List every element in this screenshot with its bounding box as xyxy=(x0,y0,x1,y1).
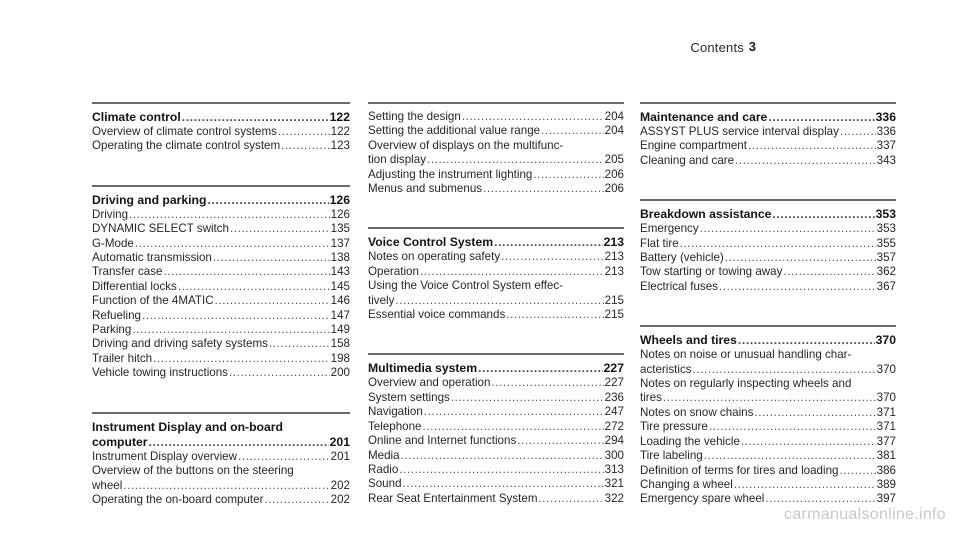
entry-label: wheel xyxy=(92,478,123,492)
dot-leader xyxy=(735,154,876,168)
dot-leader xyxy=(399,463,603,477)
entry-label: System settings xyxy=(368,390,450,404)
entry-label: Driving xyxy=(92,207,129,221)
entry-page: 206 xyxy=(604,182,624,196)
dot-leader xyxy=(395,294,603,308)
dot-leader xyxy=(281,139,330,153)
toc-entry[interactable] xyxy=(92,265,350,279)
dot-leader xyxy=(517,434,603,448)
section-title-row[interactable] xyxy=(640,333,896,348)
entry-label: Navigation xyxy=(368,405,423,419)
toc-entry[interactable] xyxy=(368,124,624,138)
toc-section xyxy=(368,353,624,506)
section-page: 201 xyxy=(329,434,350,449)
dot-leader xyxy=(215,294,330,308)
toc-entry[interactable] xyxy=(368,294,624,308)
entry-page: 370 xyxy=(876,362,896,376)
toc-entry[interactable] xyxy=(640,420,896,434)
entry-label: Emergency spare wheel xyxy=(640,492,765,506)
toc-section xyxy=(640,325,896,506)
dot-leader xyxy=(129,208,330,222)
entry-label: tion display xyxy=(368,153,427,167)
watermark: carmanualsonline.info xyxy=(784,506,946,523)
toc-entry[interactable] xyxy=(640,222,896,236)
toc-section xyxy=(92,412,350,508)
toc-entry[interactable] xyxy=(368,182,624,196)
entry-page: 149 xyxy=(330,323,350,337)
toc-entry[interactable] xyxy=(640,435,896,449)
section-title: Breakdown assistance xyxy=(640,207,772,222)
dot-leader xyxy=(420,265,604,279)
entry-page: 213 xyxy=(604,250,624,264)
toc-entry[interactable] xyxy=(92,208,350,222)
section-title: Climate control xyxy=(92,110,181,124)
entry-label: Overview and operation xyxy=(368,376,491,390)
entry-label: Tow starting or towing away xyxy=(640,265,783,279)
dot-leader xyxy=(149,435,329,450)
section-title-line: Instrument Display and on-board xyxy=(92,419,283,434)
toc-entry[interactable] xyxy=(368,308,624,322)
section-page: 227 xyxy=(603,361,624,376)
entry-label: Battery (vehicle) xyxy=(640,251,724,265)
entry-label: Operating the on-board computer xyxy=(92,492,264,506)
dot-leader xyxy=(725,251,876,265)
dot-leader xyxy=(207,193,328,208)
entry-page: 145 xyxy=(330,279,350,293)
toc-entry[interactable] xyxy=(92,294,350,308)
entry-page: 143 xyxy=(330,265,350,279)
section-page: 122 xyxy=(329,110,350,124)
dot-leader xyxy=(748,139,876,153)
entry-page: 272 xyxy=(604,419,624,433)
entry-page: 200 xyxy=(330,366,350,380)
toc-entry[interactable] xyxy=(640,237,896,251)
dot-leader xyxy=(700,222,876,236)
entry-label-line: Notes on noise or unusual handling char- xyxy=(640,348,852,362)
dot-leader xyxy=(142,309,330,323)
toc-entry[interactable] xyxy=(640,251,896,265)
toc-entry[interactable] xyxy=(92,450,350,464)
entry-label: Sound xyxy=(368,477,402,491)
entry-label: tires xyxy=(640,391,662,405)
entry-page: 205 xyxy=(604,153,624,167)
toc-entry[interactable] xyxy=(640,449,896,463)
entry-page: 337 xyxy=(876,139,896,153)
toc-section xyxy=(92,185,350,381)
toc-entry[interactable] xyxy=(368,492,624,506)
toc-column-2 xyxy=(368,102,624,537)
section-title: computer xyxy=(92,434,148,449)
toc-entry[interactable] xyxy=(92,280,350,294)
entry-page: 370 xyxy=(876,391,896,405)
toc-entry[interactable] xyxy=(640,406,896,420)
entry-label: Vehicle towing instructions xyxy=(92,366,228,380)
entry-label-line: Overview of displays on the multifunc- xyxy=(368,138,564,152)
entry-label: Transfer case xyxy=(92,265,163,279)
entry-page: 236 xyxy=(604,390,624,404)
entry-label: Loading the vehicle xyxy=(640,434,740,448)
header-title: Contents xyxy=(690,40,744,55)
toc-entry[interactable] xyxy=(640,363,896,377)
entry-label: Setting the additional value range xyxy=(368,124,541,138)
section-page: 336 xyxy=(875,110,896,124)
toc-entry[interactable] xyxy=(92,493,350,507)
entry-page: 126 xyxy=(330,207,350,221)
entry-label: Rear Seat Entertainment System xyxy=(368,491,538,505)
entry-label: Cleaning and care xyxy=(640,153,735,167)
entry-page: 247 xyxy=(604,405,624,419)
toc-section xyxy=(368,227,624,322)
dot-leader xyxy=(238,450,330,464)
toc-entry[interactable] xyxy=(640,139,896,153)
dot-leader xyxy=(839,464,875,478)
entry-page: 204 xyxy=(604,124,624,138)
dot-leader xyxy=(230,222,330,236)
entry-label: Trailer hitch xyxy=(92,351,153,365)
dot-leader xyxy=(709,420,876,434)
section-title-row[interactable] xyxy=(640,207,896,222)
entry-label: Online and Internet functions xyxy=(368,434,517,448)
dot-leader xyxy=(401,449,604,463)
toc-entry[interactable] xyxy=(368,391,624,405)
entry-page: 377 xyxy=(876,434,896,448)
dot-leader xyxy=(704,449,876,463)
dot-leader xyxy=(768,110,874,125)
entry-page: 367 xyxy=(876,279,896,293)
toc-entry[interactable] xyxy=(640,265,896,279)
toc-entry[interactable] xyxy=(368,405,624,419)
entry-label: G-Mode xyxy=(92,236,134,250)
entry-label: Tire pressure xyxy=(640,420,708,434)
entry-page: 138 xyxy=(330,251,350,265)
dot-leader xyxy=(783,265,875,279)
entry-label: Automatic transmission xyxy=(92,251,212,265)
toc-entry[interactable] xyxy=(640,154,896,168)
section-title-row[interactable] xyxy=(92,435,350,450)
entry-label: Definition of terms for tires and loading xyxy=(640,463,839,477)
dot-leader xyxy=(427,153,604,167)
entry-label: Adjusting the instrument lighting xyxy=(368,167,533,181)
entry-label: Notes on snow chains xyxy=(640,405,754,419)
dot-leader xyxy=(462,110,604,124)
toc-entry[interactable] xyxy=(92,323,350,337)
section-page: 353 xyxy=(875,207,896,222)
dot-leader xyxy=(491,376,603,390)
dot-leader xyxy=(178,280,330,294)
toc-entry[interactable] xyxy=(368,477,624,491)
entry-page: 202 xyxy=(330,478,350,492)
dot-leader xyxy=(840,125,876,139)
entry-page: 362 xyxy=(876,265,896,279)
dot-leader xyxy=(264,493,329,507)
toc-entry[interactable] xyxy=(92,337,350,351)
entry-page: 123 xyxy=(330,139,350,153)
toc-entry[interactable] xyxy=(92,251,350,265)
toc-entry[interactable] xyxy=(368,449,624,463)
dot-leader xyxy=(741,435,876,449)
entry-label: Changing a wheel xyxy=(640,477,733,491)
dot-leader xyxy=(182,110,329,125)
dot-leader xyxy=(719,280,876,294)
entry-page: 294 xyxy=(604,434,624,448)
dot-leader xyxy=(153,352,330,366)
dot-leader xyxy=(135,237,330,251)
entry-label: Tire labeling xyxy=(640,449,703,463)
dot-leader xyxy=(424,405,604,419)
toc-entry[interactable] xyxy=(368,420,624,434)
entry-label-line: Notes on regularly inspecting wheels and xyxy=(640,377,852,391)
entry-page: 227 xyxy=(604,376,624,390)
entry-page: 213 xyxy=(604,264,624,278)
entry-label: Driving and driving safety systems xyxy=(92,337,268,351)
toc-entry[interactable] xyxy=(92,366,350,380)
section-page: 126 xyxy=(329,192,350,207)
entry-label: acteristics xyxy=(640,362,692,376)
section-title-row[interactable] xyxy=(640,110,896,125)
dot-leader xyxy=(533,168,603,182)
entry-page: 357 xyxy=(876,251,896,265)
entry-label: Telephone xyxy=(368,419,422,433)
section-title-row[interactable] xyxy=(368,361,624,376)
dot-leader xyxy=(123,479,329,493)
toc-entry[interactable] xyxy=(640,125,896,139)
section-title-row[interactable] xyxy=(92,110,350,125)
entry-page: 135 xyxy=(330,222,350,236)
section-page: 370 xyxy=(875,333,896,348)
entry-page: 343 xyxy=(876,153,896,167)
dot-leader xyxy=(483,182,604,196)
toc-section xyxy=(92,102,350,154)
dot-leader xyxy=(478,361,603,376)
entry-label: Differential locks xyxy=(92,279,177,293)
dot-leader xyxy=(278,125,330,139)
entry-page: 146 xyxy=(330,294,350,308)
toc-entry[interactable] xyxy=(640,280,896,294)
entry-page: 386 xyxy=(876,463,896,477)
toc-entry[interactable] xyxy=(92,237,350,251)
dot-leader xyxy=(132,323,329,337)
entry-label: Refueling xyxy=(92,308,141,322)
section-title: Multimedia system xyxy=(368,361,478,376)
toc-entry[interactable] xyxy=(92,139,350,153)
dot-leader xyxy=(423,420,604,434)
entry-label: Electrical fuses xyxy=(640,279,718,293)
toc-entry[interactable] xyxy=(368,250,624,264)
toc-entry[interactable] xyxy=(368,168,624,182)
dot-leader xyxy=(538,492,603,506)
dot-leader xyxy=(693,363,876,377)
toc-entry[interactable] xyxy=(92,309,350,323)
dot-leader xyxy=(765,492,875,506)
entry-page: 389 xyxy=(876,477,896,491)
dot-leader xyxy=(541,124,604,138)
entry-page: 201 xyxy=(330,449,350,463)
dot-leader xyxy=(269,337,330,351)
entry-page: 137 xyxy=(330,236,350,250)
entry-label: Setting the design xyxy=(368,110,461,123)
toc-entry[interactable] xyxy=(368,376,624,390)
toc-section xyxy=(640,102,896,168)
page-header xyxy=(0,40,960,60)
entry-label: Flat tire xyxy=(640,236,679,250)
entry-label: Parking xyxy=(92,323,132,337)
entry-label: Operating the climate control system xyxy=(92,139,281,153)
entry-label: Emergency xyxy=(640,222,699,236)
entry-page: 313 xyxy=(604,462,624,476)
dot-leader xyxy=(680,237,876,251)
toc-entry[interactable] xyxy=(92,479,350,493)
entry-page: 321 xyxy=(604,477,624,491)
toc-section xyxy=(368,102,624,196)
toc-entry[interactable] xyxy=(92,125,350,139)
entry-page: 353 xyxy=(876,222,896,236)
entry-label: Instrument Display overview xyxy=(92,449,237,463)
entry-label: tively xyxy=(368,293,395,307)
section-page: 213 xyxy=(603,235,624,250)
entry-label: ASSYST PLUS service interval display xyxy=(640,125,839,138)
entry-label: Overview of climate control systems xyxy=(92,125,277,138)
dot-leader xyxy=(772,207,874,222)
entry-label: Essential voice commands xyxy=(368,308,506,322)
section-title-row[interactable] xyxy=(368,235,624,250)
entry-page: 381 xyxy=(876,449,896,463)
entry-page: 215 xyxy=(604,293,624,307)
entry-page: 147 xyxy=(330,308,350,322)
toc-entry[interactable] xyxy=(640,391,896,405)
dot-leader xyxy=(734,478,876,492)
dot-leader xyxy=(506,308,603,322)
entry-page: 355 xyxy=(876,236,896,250)
toc-entry[interactable] xyxy=(368,153,624,167)
dot-leader xyxy=(754,406,875,420)
entry-label: Media xyxy=(368,448,400,462)
toc-entry[interactable] xyxy=(92,352,350,366)
entry-page: 122 xyxy=(330,125,350,138)
entry-label: Engine compartment xyxy=(640,139,747,153)
section-title: Maintenance and care xyxy=(640,110,768,124)
dot-leader xyxy=(229,366,330,380)
dot-leader xyxy=(163,265,329,279)
dot-leader xyxy=(494,235,603,250)
section-title: Driving and parking xyxy=(92,192,207,207)
entry-label: Notes on operating safety xyxy=(368,250,501,264)
dot-leader xyxy=(501,250,604,264)
entry-label-line: Overview of the buttons on the steering xyxy=(92,464,294,478)
header-page-number: 3 xyxy=(748,39,756,54)
dot-leader xyxy=(213,251,330,265)
dot-leader xyxy=(403,477,604,491)
entry-label: Menus and submenus xyxy=(368,182,483,196)
section-title-row[interactable] xyxy=(92,193,350,208)
entry-page: 202 xyxy=(330,492,350,506)
toc-entry[interactable] xyxy=(368,434,624,448)
entry-page: 206 xyxy=(604,167,624,181)
toc-entry[interactable] xyxy=(640,464,896,478)
entry-page: 371 xyxy=(876,405,896,419)
entry-label: Function of the 4MATIC xyxy=(92,294,214,308)
dot-leader xyxy=(738,333,875,348)
entry-label: Operation xyxy=(368,264,419,278)
entry-page: 397 xyxy=(876,492,896,506)
entry-page: 322 xyxy=(604,491,624,505)
toc-column-3 xyxy=(640,102,896,538)
toc-entry[interactable] xyxy=(92,222,350,236)
toc-entry[interactable] xyxy=(368,463,624,477)
toc-entry[interactable] xyxy=(368,265,624,279)
entry-page: 371 xyxy=(876,420,896,434)
toc-entry[interactable] xyxy=(368,110,624,124)
entry-page: 204 xyxy=(604,110,624,123)
entry-page: 158 xyxy=(330,337,350,351)
entry-label: Radio xyxy=(368,462,399,476)
toc-entry[interactable] xyxy=(640,478,896,492)
entry-label: DYNAMIC SELECT switch xyxy=(92,222,230,236)
section-title: Voice Control System xyxy=(368,235,494,250)
entry-page: 198 xyxy=(330,351,350,365)
dot-leader xyxy=(663,391,876,405)
toc-column-1 xyxy=(92,102,350,538)
entry-page: 215 xyxy=(604,308,624,322)
entry-page: 300 xyxy=(604,448,624,462)
entry-label-line: Using the Voice Control System effec- xyxy=(368,279,564,293)
dot-leader xyxy=(451,391,604,405)
toc-section xyxy=(640,199,896,294)
toc-entry[interactable] xyxy=(640,492,896,506)
entry-page: 336 xyxy=(876,125,896,138)
section-title: Wheels and tires xyxy=(640,333,737,348)
